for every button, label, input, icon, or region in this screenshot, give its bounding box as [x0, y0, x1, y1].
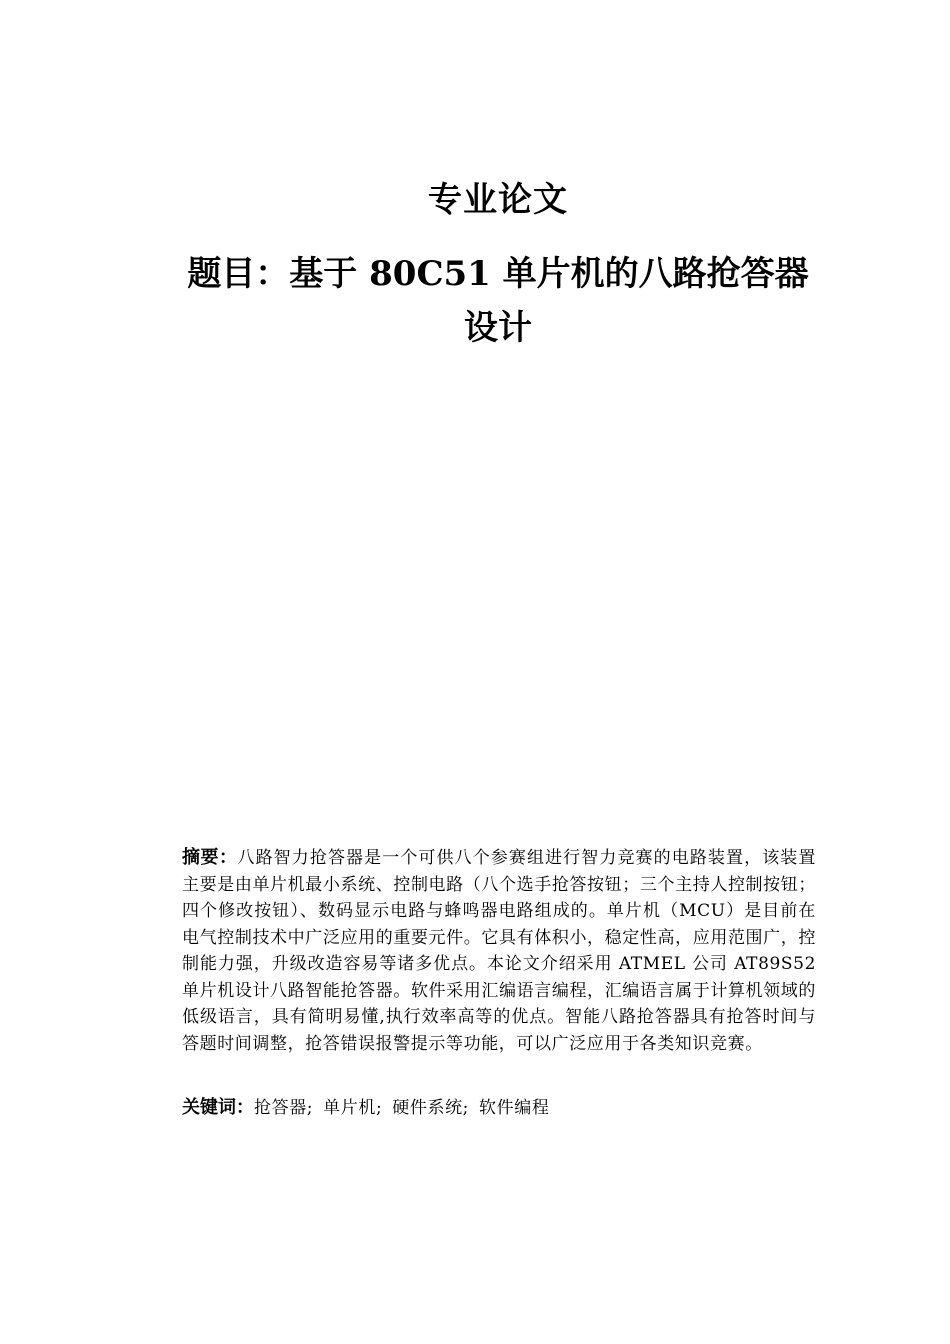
- keyword-item: 抢答器;: [254, 1098, 314, 1118]
- keywords-label: 关键词：: [182, 1097, 254, 1118]
- keyword-item: 软件编程: [479, 1098, 550, 1118]
- thesis-title: 题目：基于 80C51 单片机的八路抢答器设计: [187, 254, 809, 348]
- abstract-paragraph: [182, 845, 816, 1057]
- document-type-heading: 专业论文: [428, 180, 568, 220]
- keyword-item: 单片机;: [323, 1098, 383, 1118]
- abstract-label: 摘要：: [182, 847, 238, 868]
- abstract-text: 八路智力抢答器是一个可供八个参赛组进行智力竞赛的电路装置，该装置主要是由单片机最小系统、控制电路（八个选手抢答按钮；三个主持人控制按钮；四个修改按钮）、数码显示电路与蜂鸣器电路组成的。单片机（MCU）是目前在电气控制技术中广泛应用的重要元件。它具有体积小，稳定性高，应用范围广，控制能力强，升级改造容易等诸多优点。本论文介绍采用 ATMEL 公司 AT89S52 单片机设计八路智能抢答器。软件采用汇编语言编程，汇编语言属于计算机领域的低级语言，具有简明易懂,执行效率高等的优点。智能八路抢答器具有抢答时间与答题时间调整，抢答错误报警提示等功能，可以广泛应用于各类知识竞赛。: [182, 848, 816, 1054]
- keyword-item: 硬件系统;: [392, 1098, 470, 1118]
- keywords-line: [182, 1095, 816, 1121]
